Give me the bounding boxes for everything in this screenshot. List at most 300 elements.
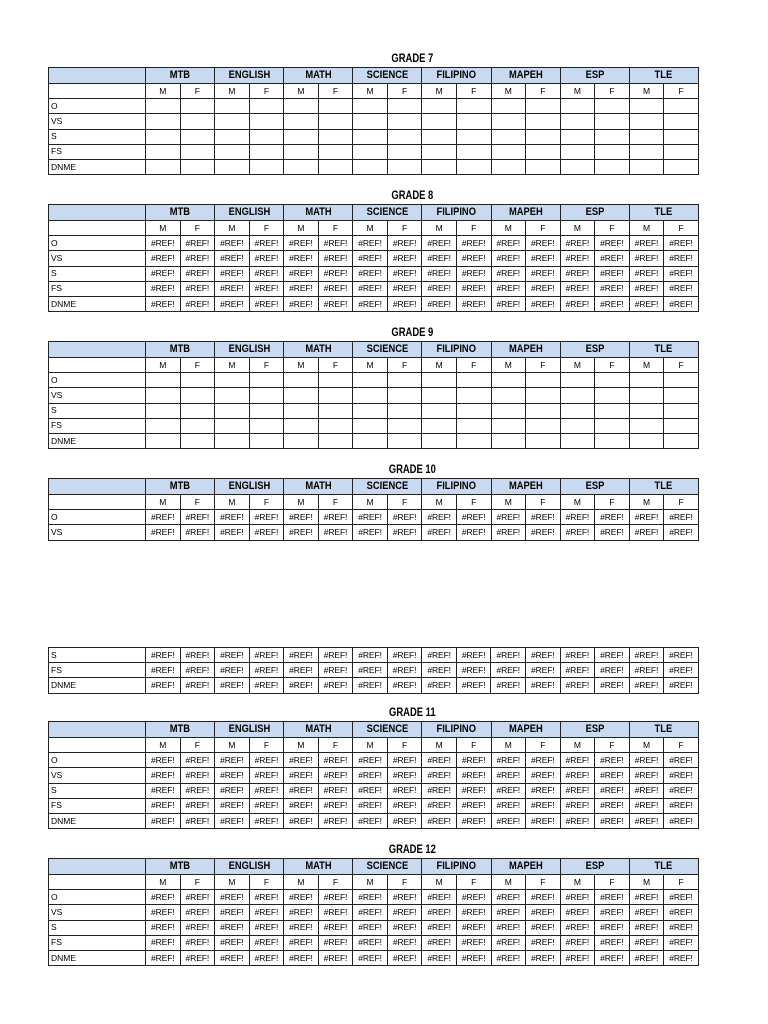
row-label: VS bbox=[49, 525, 146, 540]
value-cell bbox=[422, 114, 457, 129]
value-cell bbox=[664, 99, 699, 114]
row-label: O bbox=[49, 373, 146, 388]
gender-header-row bbox=[49, 738, 699, 753]
value-cell: #REF! bbox=[491, 768, 526, 783]
value-cell: #REF! bbox=[215, 251, 250, 266]
subject-header bbox=[284, 342, 353, 358]
subject-label: FILIPINO bbox=[436, 343, 477, 355]
value-cell: #REF! bbox=[353, 281, 388, 296]
value-cell: #REF! bbox=[664, 648, 699, 663]
subject-header bbox=[629, 859, 698, 875]
value-cell bbox=[526, 99, 561, 114]
value-cell bbox=[249, 388, 284, 403]
value-cell: #REF! bbox=[491, 783, 526, 798]
value-cell: #REF! bbox=[249, 281, 284, 296]
value-cell: #REF! bbox=[629, 798, 664, 813]
value-cell: #REF! bbox=[146, 678, 181, 693]
value-cell bbox=[180, 388, 215, 403]
value-cell: #REF! bbox=[422, 950, 457, 965]
value-cell: #REF! bbox=[629, 663, 664, 678]
gender-header: F bbox=[387, 84, 422, 99]
subject-header bbox=[629, 722, 698, 738]
subject-label: SCIENCE bbox=[366, 860, 409, 872]
value-cell: #REF! bbox=[387, 236, 422, 251]
value-cell: #REF! bbox=[664, 251, 699, 266]
table-row bbox=[49, 403, 699, 418]
value-cell bbox=[284, 433, 319, 448]
value-cell bbox=[595, 388, 630, 403]
gender-header: F bbox=[180, 84, 215, 99]
value-cell: #REF! bbox=[146, 813, 181, 828]
subject-header bbox=[491, 342, 560, 358]
value-cell: #REF! bbox=[526, 281, 561, 296]
value-cell bbox=[146, 403, 181, 418]
row-label: S bbox=[49, 266, 146, 281]
subject-label: MAPEH bbox=[508, 206, 543, 218]
value-cell: #REF! bbox=[456, 768, 491, 783]
subject-header bbox=[353, 479, 422, 495]
row-label: DNME bbox=[49, 950, 146, 965]
value-cell bbox=[284, 418, 319, 433]
value-cell bbox=[215, 99, 250, 114]
value-cell bbox=[215, 159, 250, 174]
value-cell bbox=[664, 159, 699, 174]
value-cell bbox=[318, 403, 353, 418]
value-cell bbox=[318, 159, 353, 174]
value-cell bbox=[629, 159, 664, 174]
value-cell: #REF! bbox=[146, 525, 181, 540]
gender-header: F bbox=[456, 358, 491, 373]
value-cell: #REF! bbox=[560, 920, 595, 935]
gender-header-row bbox=[49, 875, 699, 890]
value-cell bbox=[318, 373, 353, 388]
value-cell: #REF! bbox=[526, 510, 561, 525]
value-cell bbox=[387, 129, 422, 144]
value-cell: #REF! bbox=[664, 890, 699, 905]
value-cell: #REF! bbox=[664, 753, 699, 768]
table-row bbox=[49, 418, 699, 433]
value-cell: #REF! bbox=[491, 890, 526, 905]
subject-label: ESP bbox=[585, 480, 605, 492]
value-cell: #REF! bbox=[284, 510, 319, 525]
subject-header bbox=[284, 859, 353, 875]
value-cell: #REF! bbox=[560, 281, 595, 296]
table-row bbox=[49, 388, 699, 403]
value-cell: #REF! bbox=[456, 281, 491, 296]
value-cell: #REF! bbox=[215, 753, 250, 768]
value-cell: #REF! bbox=[629, 251, 664, 266]
value-cell: #REF! bbox=[560, 950, 595, 965]
value-cell: #REF! bbox=[664, 950, 699, 965]
value-cell: #REF! bbox=[146, 510, 181, 525]
value-cell bbox=[595, 373, 630, 388]
value-cell: #REF! bbox=[353, 510, 388, 525]
row-label: VS bbox=[49, 905, 146, 920]
value-cell bbox=[180, 144, 215, 159]
value-cell: #REF! bbox=[526, 783, 561, 798]
corner-cell bbox=[49, 68, 146, 84]
value-cell: #REF! bbox=[526, 768, 561, 783]
value-cell bbox=[560, 373, 595, 388]
subject-header bbox=[215, 342, 284, 358]
subject-label: ENGLISH bbox=[228, 723, 270, 735]
blank-cell bbox=[49, 738, 146, 753]
value-cell: #REF! bbox=[318, 905, 353, 920]
value-cell bbox=[146, 144, 181, 159]
value-cell: #REF! bbox=[180, 266, 215, 281]
value-cell bbox=[284, 159, 319, 174]
subject-label: FILIPINO bbox=[436, 860, 477, 872]
table-row bbox=[49, 663, 699, 678]
subject-header-row bbox=[49, 205, 699, 221]
value-cell bbox=[456, 373, 491, 388]
value-cell: #REF! bbox=[318, 525, 353, 540]
value-cell: #REF! bbox=[284, 768, 319, 783]
grade-table-g9 bbox=[48, 341, 698, 449]
value-cell: #REF! bbox=[387, 950, 422, 965]
value-cell bbox=[387, 114, 422, 129]
value-cell bbox=[387, 418, 422, 433]
row-label: DNME bbox=[49, 159, 146, 174]
value-cell: #REF! bbox=[318, 510, 353, 525]
gender-header: F bbox=[664, 221, 699, 236]
gender-header-row bbox=[49, 495, 699, 510]
subject-label: ESP bbox=[585, 69, 605, 81]
subject-label: MTB bbox=[169, 69, 191, 81]
subject-label: ENGLISH bbox=[228, 206, 270, 218]
subject-header-row bbox=[49, 479, 699, 495]
gender-header: F bbox=[595, 221, 630, 236]
value-cell: #REF! bbox=[456, 678, 491, 693]
value-cell: #REF! bbox=[318, 753, 353, 768]
value-cell: #REF! bbox=[422, 678, 457, 693]
grade-table bbox=[48, 204, 699, 312]
grade-title-g9: GRADE 9 bbox=[391, 327, 434, 339]
value-cell: #REF! bbox=[491, 648, 526, 663]
value-cell: #REF! bbox=[353, 905, 388, 920]
value-cell bbox=[249, 144, 284, 159]
value-cell: #REF! bbox=[387, 768, 422, 783]
value-cell: #REF! bbox=[422, 266, 457, 281]
subject-label: SCIENCE bbox=[366, 480, 409, 492]
corner-cell bbox=[49, 205, 146, 221]
grade-table-g11 bbox=[48, 721, 698, 829]
value-cell bbox=[387, 99, 422, 114]
value-cell: #REF! bbox=[422, 510, 457, 525]
value-cell bbox=[422, 144, 457, 159]
value-cell: #REF! bbox=[664, 905, 699, 920]
value-cell bbox=[560, 129, 595, 144]
value-cell: #REF! bbox=[595, 813, 630, 828]
value-cell bbox=[629, 403, 664, 418]
value-cell: #REF! bbox=[422, 813, 457, 828]
value-cell: #REF! bbox=[664, 510, 699, 525]
subject-label: MTB bbox=[169, 860, 191, 872]
value-cell bbox=[491, 159, 526, 174]
subject-header bbox=[422, 342, 491, 358]
value-cell: #REF! bbox=[526, 266, 561, 281]
value-cell bbox=[560, 418, 595, 433]
value-cell: #REF! bbox=[249, 935, 284, 950]
value-cell: #REF! bbox=[284, 296, 319, 311]
value-cell: #REF! bbox=[180, 935, 215, 950]
value-cell: #REF! bbox=[664, 296, 699, 311]
value-cell: #REF! bbox=[595, 920, 630, 935]
gender-header: F bbox=[526, 221, 561, 236]
value-cell: #REF! bbox=[629, 281, 664, 296]
value-cell bbox=[146, 99, 181, 114]
row-label: O bbox=[49, 510, 146, 525]
value-cell bbox=[560, 433, 595, 448]
value-cell bbox=[215, 433, 250, 448]
value-cell: #REF! bbox=[560, 783, 595, 798]
value-cell: #REF! bbox=[146, 281, 181, 296]
value-cell: #REF! bbox=[560, 663, 595, 678]
value-cell: #REF! bbox=[249, 663, 284, 678]
corner-cell bbox=[49, 479, 146, 495]
value-cell: #REF! bbox=[284, 236, 319, 251]
value-cell bbox=[526, 433, 561, 448]
value-cell bbox=[215, 373, 250, 388]
blank-cell bbox=[49, 875, 146, 890]
gender-header: F bbox=[249, 495, 284, 510]
value-cell: #REF! bbox=[353, 753, 388, 768]
gender-header: M bbox=[284, 358, 319, 373]
value-cell: #REF! bbox=[353, 798, 388, 813]
value-cell: #REF! bbox=[526, 678, 561, 693]
grade-table bbox=[48, 341, 699, 449]
value-cell bbox=[560, 144, 595, 159]
value-cell: #REF! bbox=[664, 920, 699, 935]
subject-label: MAPEH bbox=[508, 480, 543, 492]
value-cell: #REF! bbox=[318, 813, 353, 828]
value-cell bbox=[491, 99, 526, 114]
gender-header: M bbox=[215, 495, 250, 510]
subject-header bbox=[284, 68, 353, 84]
value-cell: #REF! bbox=[560, 296, 595, 311]
value-cell: #REF! bbox=[215, 296, 250, 311]
subject-label: SCIENCE bbox=[366, 206, 409, 218]
value-cell: #REF! bbox=[284, 753, 319, 768]
value-cell: #REF! bbox=[456, 950, 491, 965]
value-cell: #REF! bbox=[180, 251, 215, 266]
value-cell: #REF! bbox=[180, 281, 215, 296]
table-row bbox=[49, 753, 699, 768]
gender-header: F bbox=[456, 84, 491, 99]
subject-label: FILIPINO bbox=[436, 69, 477, 81]
value-cell: #REF! bbox=[560, 251, 595, 266]
value-cell: #REF! bbox=[180, 950, 215, 965]
value-cell bbox=[491, 114, 526, 129]
gender-header: M bbox=[284, 84, 319, 99]
subject-header-row bbox=[49, 859, 699, 875]
row-label: O bbox=[49, 99, 146, 114]
value-cell bbox=[215, 388, 250, 403]
value-cell: #REF! bbox=[215, 813, 250, 828]
value-cell: #REF! bbox=[526, 753, 561, 768]
gender-header: M bbox=[146, 221, 181, 236]
value-cell: #REF! bbox=[353, 783, 388, 798]
value-cell bbox=[629, 433, 664, 448]
value-cell: #REF! bbox=[664, 813, 699, 828]
value-cell: #REF! bbox=[491, 525, 526, 540]
table-row bbox=[49, 373, 699, 388]
value-cell: #REF! bbox=[387, 905, 422, 920]
value-cell: #REF! bbox=[284, 663, 319, 678]
value-cell: #REF! bbox=[353, 678, 388, 693]
value-cell bbox=[387, 373, 422, 388]
row-label: FS bbox=[49, 281, 146, 296]
gender-header: M bbox=[629, 495, 664, 510]
value-cell bbox=[526, 403, 561, 418]
gender-header: F bbox=[318, 221, 353, 236]
value-cell: #REF! bbox=[249, 950, 284, 965]
value-cell: #REF! bbox=[456, 296, 491, 311]
subject-header bbox=[146, 859, 215, 875]
value-cell: #REF! bbox=[422, 236, 457, 251]
value-cell: #REF! bbox=[456, 648, 491, 663]
table-row bbox=[49, 251, 699, 266]
value-cell: #REF! bbox=[491, 266, 526, 281]
value-cell: #REF! bbox=[422, 648, 457, 663]
gender-header: F bbox=[595, 738, 630, 753]
value-cell: #REF! bbox=[180, 648, 215, 663]
value-cell: #REF! bbox=[284, 266, 319, 281]
value-cell bbox=[215, 418, 250, 433]
value-cell: #REF! bbox=[664, 236, 699, 251]
value-cell bbox=[353, 403, 388, 418]
value-cell: #REF! bbox=[456, 525, 491, 540]
value-cell: #REF! bbox=[560, 813, 595, 828]
value-cell: #REF! bbox=[526, 236, 561, 251]
value-cell: #REF! bbox=[353, 266, 388, 281]
value-cell: #REF! bbox=[560, 905, 595, 920]
value-cell: #REF! bbox=[249, 768, 284, 783]
value-cell: #REF! bbox=[629, 510, 664, 525]
value-cell bbox=[456, 144, 491, 159]
value-cell: #REF! bbox=[422, 296, 457, 311]
value-cell: #REF! bbox=[215, 920, 250, 935]
gender-header: M bbox=[353, 221, 388, 236]
value-cell: #REF! bbox=[146, 798, 181, 813]
table-row bbox=[49, 144, 699, 159]
value-cell bbox=[491, 403, 526, 418]
gender-header: F bbox=[180, 738, 215, 753]
gender-header: F bbox=[595, 875, 630, 890]
value-cell: #REF! bbox=[491, 813, 526, 828]
subject-label: SCIENCE bbox=[366, 69, 409, 81]
value-cell: #REF! bbox=[180, 510, 215, 525]
gender-header: F bbox=[664, 875, 699, 890]
value-cell: #REF! bbox=[146, 663, 181, 678]
value-cell: #REF! bbox=[629, 236, 664, 251]
value-cell bbox=[422, 373, 457, 388]
value-cell: #REF! bbox=[422, 525, 457, 540]
value-cell: #REF! bbox=[284, 281, 319, 296]
value-cell: #REF! bbox=[249, 753, 284, 768]
value-cell: #REF! bbox=[146, 753, 181, 768]
gender-header: F bbox=[249, 875, 284, 890]
value-cell: #REF! bbox=[595, 525, 630, 540]
value-cell bbox=[629, 144, 664, 159]
subject-label: FILIPINO bbox=[436, 480, 477, 492]
value-cell: #REF! bbox=[526, 890, 561, 905]
gender-header: F bbox=[595, 84, 630, 99]
gender-header: M bbox=[353, 875, 388, 890]
value-cell: #REF! bbox=[629, 890, 664, 905]
value-cell: #REF! bbox=[595, 678, 630, 693]
value-cell: #REF! bbox=[422, 798, 457, 813]
gender-header: M bbox=[146, 875, 181, 890]
row-label: VS bbox=[49, 768, 146, 783]
value-cell: #REF! bbox=[491, 920, 526, 935]
value-cell: #REF! bbox=[491, 950, 526, 965]
value-cell bbox=[526, 373, 561, 388]
subject-header-row bbox=[49, 722, 699, 738]
value-cell: #REF! bbox=[456, 905, 491, 920]
subject-label: MAPEH bbox=[508, 343, 543, 355]
value-cell: #REF! bbox=[387, 890, 422, 905]
subject-header bbox=[146, 342, 215, 358]
value-cell: #REF! bbox=[387, 525, 422, 540]
table-row bbox=[49, 798, 699, 813]
value-cell bbox=[215, 403, 250, 418]
value-cell: #REF! bbox=[664, 663, 699, 678]
value-cell: #REF! bbox=[526, 251, 561, 266]
subject-label: MATH bbox=[305, 723, 332, 735]
value-cell: #REF! bbox=[664, 798, 699, 813]
subject-header bbox=[146, 722, 215, 738]
gender-header: M bbox=[560, 738, 595, 753]
gender-header: F bbox=[456, 221, 491, 236]
subject-header bbox=[284, 722, 353, 738]
subject-header bbox=[629, 479, 698, 495]
blank-cell bbox=[49, 221, 146, 236]
subject-label: ENGLISH bbox=[228, 343, 270, 355]
value-cell bbox=[146, 418, 181, 433]
value-cell bbox=[560, 114, 595, 129]
value-cell bbox=[387, 159, 422, 174]
gender-header: M bbox=[146, 738, 181, 753]
value-cell: #REF! bbox=[387, 783, 422, 798]
value-cell: #REF! bbox=[456, 813, 491, 828]
gender-header: M bbox=[284, 738, 319, 753]
row-label: DNME bbox=[49, 296, 146, 311]
value-cell: #REF! bbox=[629, 950, 664, 965]
gender-header: F bbox=[318, 358, 353, 373]
value-cell: #REF! bbox=[180, 678, 215, 693]
blank-cell bbox=[49, 495, 146, 510]
value-cell: #REF! bbox=[560, 525, 595, 540]
value-cell: #REF! bbox=[456, 798, 491, 813]
value-cell: #REF! bbox=[422, 753, 457, 768]
value-cell: #REF! bbox=[353, 525, 388, 540]
value-cell bbox=[526, 129, 561, 144]
value-cell bbox=[456, 418, 491, 433]
table-row bbox=[49, 678, 699, 693]
corner-cell bbox=[49, 342, 146, 358]
value-cell: #REF! bbox=[595, 905, 630, 920]
gender-header: F bbox=[664, 738, 699, 753]
gender-header: M bbox=[215, 221, 250, 236]
value-cell: #REF! bbox=[249, 266, 284, 281]
value-cell: #REF! bbox=[387, 663, 422, 678]
value-cell: #REF! bbox=[318, 296, 353, 311]
value-cell bbox=[595, 99, 630, 114]
subject-header bbox=[560, 205, 629, 221]
value-cell: #REF! bbox=[560, 510, 595, 525]
table-row bbox=[49, 768, 699, 783]
